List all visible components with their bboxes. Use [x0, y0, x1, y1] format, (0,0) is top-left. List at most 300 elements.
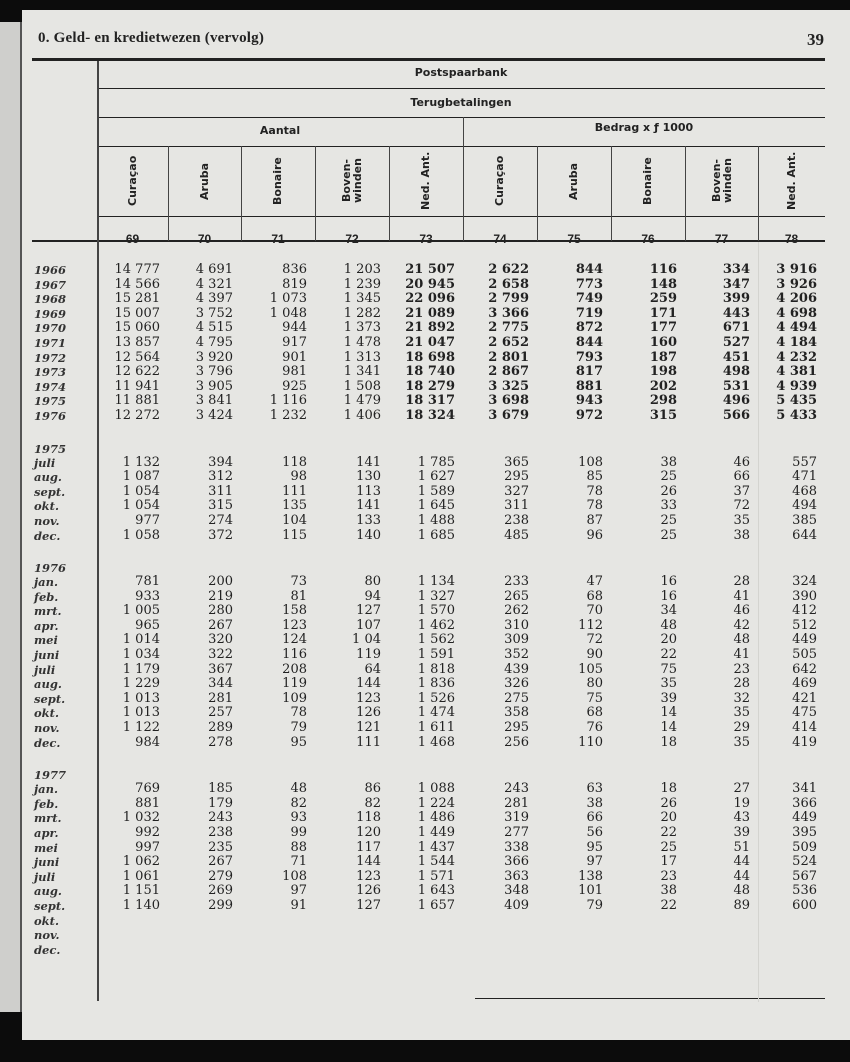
table-cell: 233 [504, 574, 529, 590]
row-label: feb. [34, 796, 59, 811]
table-cell: 367 [208, 661, 233, 677]
table-cell: 16 [660, 574, 677, 590]
table-cell: 18 [660, 734, 677, 750]
table-cell: 127 [356, 603, 381, 619]
table-cell: 557 [792, 454, 817, 470]
table-cell: 289 [208, 720, 233, 736]
table-cell: 1 122 [122, 720, 160, 736]
row-label: 1971 [34, 335, 67, 350]
table-row [32, 870, 825, 885]
table-cell: 4 206 [776, 291, 817, 307]
table-cell [537, 928, 611, 943]
table-cell: 1 589 [417, 483, 455, 499]
table-cell: 451 [722, 349, 750, 365]
table-cell: 48 [733, 883, 750, 899]
table-cell: 81 [290, 588, 307, 604]
table-cell: 281 [504, 795, 529, 811]
header-rule [97, 146, 825, 147]
block-title-bedrag: Bedrag x ƒ 1000 [594, 121, 694, 134]
table-cell: 25 [660, 512, 677, 528]
table-cell: 269 [208, 883, 233, 899]
table-cell: 198 [649, 364, 677, 380]
previous-page-edge [0, 22, 22, 1012]
table-cell: 1 645 [417, 498, 455, 514]
table-cell: 1 032 [122, 810, 160, 826]
table-cell: 13 857 [114, 334, 160, 350]
col-divider [389, 146, 390, 241]
row-label: dec. [34, 942, 61, 957]
col-divider [537, 146, 538, 241]
header-rule [97, 216, 825, 217]
table-cell: 933 [135, 588, 160, 604]
table-section [32, 768, 825, 957]
table-cell: 11 941 [114, 378, 160, 394]
table-cell: 412 [792, 603, 817, 619]
table-cell: 1 282 [343, 305, 381, 321]
table-row [32, 365, 825, 380]
table-cell: 3 424 [195, 407, 233, 423]
table-cell: 496 [722, 393, 750, 409]
col-divider [168, 146, 169, 241]
table-cell: 338 [504, 839, 529, 855]
subgroup-title: Terugbetalingen [410, 96, 512, 109]
table-cell: 38 [660, 883, 677, 899]
table-cell: 299 [208, 897, 233, 913]
table-cell: 97 [290, 883, 307, 899]
table-cell: 312 [208, 469, 233, 485]
table-cell: 144 [356, 676, 381, 692]
table-cell [463, 943, 537, 958]
table-cell: 21 047 [405, 334, 455, 350]
table-cell: 112 [578, 617, 603, 633]
table-cell: 91 [290, 897, 307, 913]
table-cell: 409 [504, 897, 529, 913]
table-cell: 365 [504, 454, 529, 470]
table-cell: 1 373 [343, 320, 381, 336]
table-cell: 1 034 [122, 647, 160, 663]
table-cell: 295 [504, 469, 529, 485]
column-number: 76 [641, 232, 655, 246]
table-cell: 1 224 [417, 795, 455, 811]
table-cell: 105 [578, 661, 603, 677]
table-row [32, 677, 825, 692]
table-cell: 901 [282, 349, 307, 365]
table-cell: 71 [290, 854, 307, 870]
row-label: nov. [34, 721, 60, 736]
table-cell: 1 508 [343, 378, 381, 394]
column-number: 78 [784, 232, 799, 246]
table-cell: 80 [586, 676, 603, 692]
table-cell: 536 [792, 883, 817, 899]
table-cell: 80 [364, 574, 381, 590]
table-cell: 235 [208, 839, 233, 855]
table-cell: 527 [722, 334, 750, 350]
table-cell: 298 [649, 393, 677, 409]
table-cell: 347 [722, 276, 750, 292]
table-cell: 179 [208, 795, 233, 811]
table-cell: 793 [575, 349, 603, 365]
table-cell: 324 [792, 574, 817, 590]
column-number: 75 [567, 232, 581, 246]
table-cell: 121 [356, 720, 381, 736]
table-cell: 14 [660, 720, 677, 736]
table-row [32, 826, 825, 841]
row-label: mei [34, 840, 58, 855]
table-cell [168, 914, 241, 929]
table-cell: 449 [792, 810, 817, 826]
table-cell: 97 [586, 854, 603, 870]
table-cell: 177 [649, 320, 677, 336]
table-cell: 110 [578, 734, 603, 750]
table-cell: 79 [586, 897, 603, 913]
table-cell: 38 [660, 454, 677, 470]
table-cell: 372 [208, 527, 233, 543]
table-cell: 95 [290, 734, 307, 750]
table-cell: 1 013 [122, 690, 160, 706]
table-cell [611, 943, 685, 958]
table-cell: 38 [586, 795, 603, 811]
table-cell: 123 [356, 868, 381, 884]
table-cell: 1 061 [122, 868, 160, 884]
table-cell: 115 [282, 527, 307, 543]
table-cell: 23 [660, 868, 677, 884]
row-label: apr. [34, 826, 59, 840]
table-cell: 277 [504, 825, 529, 840]
table-cell: 309 [504, 632, 529, 648]
table-row [32, 811, 825, 826]
table-cell: 243 [208, 810, 233, 826]
table-cell: 279 [208, 868, 233, 884]
table-row [32, 380, 825, 395]
table-cell [97, 928, 168, 943]
table-cell: 39 [733, 825, 750, 840]
table-cell: 46 [733, 454, 750, 470]
row-label: okt. [34, 499, 59, 514]
group-title: Postspaarbank [414, 66, 508, 79]
table-cell: 35 [660, 676, 677, 692]
row-label: 1969 [34, 306, 67, 321]
table-row [32, 841, 825, 856]
table-cell: 1 611 [417, 720, 455, 736]
table-cell: 111 [282, 483, 307, 499]
table-cell: 358 [504, 705, 529, 721]
table-cell [685, 943, 758, 958]
table-cell: 16 [660, 588, 677, 604]
table-cell: 138 [578, 868, 603, 884]
table-cell: 78 [290, 705, 307, 721]
header-rule [97, 117, 825, 118]
table-cell: 1 013 [122, 705, 160, 721]
table-cell: 256 [504, 734, 529, 750]
table-cell: 310 [504, 617, 529, 633]
table-cell: 1 04 [352, 632, 381, 648]
table-cell: 363 [504, 868, 529, 884]
table-cell: 494 [792, 498, 817, 514]
table-cell: 4 381 [776, 364, 817, 380]
table-cell: 505 [792, 647, 817, 663]
table-cell: 48 [290, 781, 307, 797]
table-cell: 1 014 [122, 632, 160, 648]
row-label: aug. [34, 470, 62, 485]
table-cell: 1 054 [122, 498, 160, 514]
table-cell: 33 [660, 498, 677, 514]
table-cell: 315 [649, 407, 677, 423]
table-cell: 116 [649, 262, 677, 277]
table-cell: 981 [282, 364, 307, 380]
table-row [32, 736, 825, 751]
table-cell: 98 [290, 469, 307, 485]
table-row [32, 278, 825, 293]
table-cell: 5 435 [776, 393, 817, 409]
row-label: juni [34, 648, 60, 663]
table-cell: 144 [356, 854, 381, 870]
table-cell: 3 698 [488, 393, 529, 409]
table-cell: 34 [660, 603, 677, 619]
table-cell: 1 134 [417, 574, 455, 590]
table-cell: 51 [733, 839, 750, 855]
table-cell [685, 914, 758, 929]
table-cell: 15 007 [114, 305, 160, 321]
table-cell: 1 229 [122, 676, 160, 692]
table-cell: 1 151 [122, 883, 160, 899]
table-cell: 243 [504, 781, 529, 797]
table-cell: 872 [575, 320, 603, 336]
row-label: aug. [34, 884, 62, 899]
table-row [32, 321, 825, 336]
table-row [32, 529, 825, 544]
table-section [32, 263, 825, 424]
section-year-label: 1975 [34, 441, 67, 456]
table-cell: 2 652 [488, 334, 529, 350]
table-cell: 394 [208, 454, 233, 470]
table-row [32, 604, 825, 619]
table-cell: 108 [282, 868, 307, 884]
table-cell: 2 799 [488, 291, 529, 307]
table-cell: 75 [660, 661, 677, 677]
table-cell: 2 775 [488, 320, 529, 336]
table-cell: 992 [135, 825, 160, 840]
table-cell: 86 [364, 781, 381, 797]
table-cell: 1 140 [122, 897, 160, 913]
row-label: dec. [34, 735, 61, 750]
col-divider [685, 146, 686, 241]
table-cell: 390 [792, 588, 817, 604]
row-label: sept. [34, 898, 66, 913]
table-cell: 187 [649, 349, 677, 365]
row-label: dec. [34, 528, 61, 543]
table-cell: 18 740 [405, 364, 455, 380]
table-cell: 94 [364, 588, 381, 604]
table-cell: 141 [356, 498, 381, 514]
table-cell: 1 048 [269, 305, 307, 321]
table-cell: 1 486 [417, 810, 455, 826]
row-label: mei [34, 633, 58, 648]
row-label: jan. [34, 575, 58, 590]
table-cell: 79 [290, 720, 307, 736]
row-label: 1970 [34, 321, 67, 336]
table-cell: 141 [356, 454, 381, 470]
table-cell: 1 058 [122, 527, 160, 543]
table-cell: 3 679 [488, 407, 529, 423]
table-cell: 1 562 [417, 632, 455, 648]
table-cell: 12 564 [114, 349, 160, 365]
table-cell: 1 345 [343, 291, 381, 307]
table-cell: 3 916 [776, 262, 817, 277]
table-cell: 1 313 [343, 349, 381, 365]
table-cell: 819 [282, 276, 307, 292]
table-cell: 1 341 [343, 364, 381, 380]
col-divider [758, 146, 759, 241]
table-cell: 48 [660, 617, 677, 633]
table-cell: 259 [649, 291, 677, 307]
section-year-label: 1976 [34, 561, 67, 576]
row-label: juli [34, 455, 56, 470]
table-cell: 3 796 [195, 364, 233, 380]
table-cell: 90 [586, 647, 603, 663]
table-cell: 2 622 [488, 262, 529, 277]
table-cell: 66 [586, 810, 603, 826]
table-cell: 1 474 [417, 705, 455, 721]
table-cell: 512 [792, 617, 817, 633]
row-label: 1968 [34, 292, 67, 307]
table-cell: 1 239 [343, 276, 381, 292]
table-cell: 133 [356, 512, 381, 528]
table-row [32, 409, 825, 424]
row-label: jan. [34, 782, 58, 797]
table-cell: 20 945 [405, 276, 455, 292]
table-cell [611, 928, 685, 943]
table-cell: 18 324 [405, 407, 455, 423]
table-cell: 773 [575, 276, 603, 292]
table-row [32, 619, 825, 634]
table-cell: 443 [722, 305, 750, 321]
table-cell: 32 [733, 690, 750, 706]
table-cell: 35 [733, 734, 750, 750]
table-cell: 76 [586, 720, 603, 736]
table-cell: 35 [733, 512, 750, 528]
table-cell: 1 132 [122, 454, 160, 470]
table-cell: 26 [660, 483, 677, 499]
table-cell: 1 544 [417, 854, 455, 870]
table-cell: 48 [733, 632, 750, 648]
table-cell: 267 [208, 854, 233, 870]
table-cell: 1 406 [343, 407, 381, 423]
table-cell: 475 [792, 705, 817, 721]
row-label: okt. [34, 913, 59, 928]
table-cell: 5 433 [776, 407, 817, 423]
table-row [32, 633, 825, 648]
table-row [32, 663, 825, 678]
table-cell: 3 366 [488, 305, 529, 321]
row-label: apr. [34, 618, 59, 633]
table-cell: 68 [586, 705, 603, 721]
table-cell: 280 [208, 603, 233, 619]
col-divider [241, 146, 242, 241]
table-cell: 485 [504, 527, 529, 543]
table-cell: 769 [135, 781, 160, 797]
table-cell: 319 [504, 810, 529, 826]
table-row [32, 351, 825, 366]
table-cell [537, 943, 611, 958]
table-cell: 977 [135, 512, 160, 528]
table-cell: 85 [586, 469, 603, 485]
table-cell: 1 526 [417, 690, 455, 706]
table-cell: 334 [722, 262, 750, 277]
table-row [32, 292, 825, 307]
table-cell: 17 [660, 854, 677, 870]
table-cell: 2 658 [488, 276, 529, 292]
table-cell: 600 [792, 897, 817, 913]
table-section [32, 442, 825, 544]
table-cell [315, 914, 389, 929]
table-cell: 64 [364, 661, 381, 677]
table-cell: 238 [208, 825, 233, 840]
table-row [32, 336, 825, 351]
table-cell: 1 462 [417, 617, 455, 633]
table-cell [463, 928, 537, 943]
table-cell: 327 [504, 483, 529, 499]
table-cell: 449 [792, 632, 817, 648]
table-cell: 311 [208, 483, 233, 499]
table-cell: 96 [586, 527, 603, 543]
table-cell: 1 818 [417, 661, 455, 677]
col-divider [611, 146, 612, 241]
table-cell [463, 914, 537, 929]
column-number: 69 [125, 232, 140, 246]
table-cell: 20 [660, 632, 677, 648]
table-cell: 19 [733, 795, 750, 811]
table-row [32, 928, 825, 943]
row-label: 1972 [34, 350, 67, 365]
table-cell: 25 [660, 469, 677, 485]
row-label: 1976 [34, 408, 67, 423]
table-cell: 414 [792, 720, 817, 736]
table-cell: 326 [504, 676, 529, 692]
table-cell: 468 [792, 483, 817, 499]
table-cell: 265 [504, 588, 529, 604]
table-section [32, 561, 825, 750]
table-cell: 1 062 [122, 854, 160, 870]
table-row [32, 307, 825, 322]
table-cell: 18 [660, 781, 677, 797]
table-cell: 1 685 [417, 527, 455, 543]
table-cell: 671 [722, 320, 750, 336]
table-cell: 119 [282, 676, 307, 692]
table-cell: 99 [290, 825, 307, 840]
table-cell: 1 785 [417, 454, 455, 470]
table-cell: 4 321 [195, 276, 233, 292]
table-cell [389, 928, 463, 943]
table-cell: 719 [575, 305, 603, 321]
table-cell: 817 [575, 364, 603, 380]
table-cell: 844 [575, 262, 603, 277]
table-cell: 89 [733, 897, 750, 913]
table-cell: 116 [282, 647, 307, 663]
table-cell [758, 943, 825, 958]
table-cell: 881 [575, 378, 603, 394]
table-cell: 972 [575, 407, 603, 423]
row-label: feb. [34, 589, 59, 604]
row-label: mrt. [34, 811, 62, 826]
table-cell: 1 088 [417, 781, 455, 797]
table-cell: 29 [733, 720, 750, 736]
table-cell: 2 801 [488, 349, 529, 365]
table-cell: 171 [649, 305, 677, 321]
table-cell: 28 [733, 676, 750, 692]
table-cell: 22 [660, 647, 677, 663]
table-cell: 123 [282, 617, 307, 633]
table-cell: 341 [792, 781, 817, 797]
